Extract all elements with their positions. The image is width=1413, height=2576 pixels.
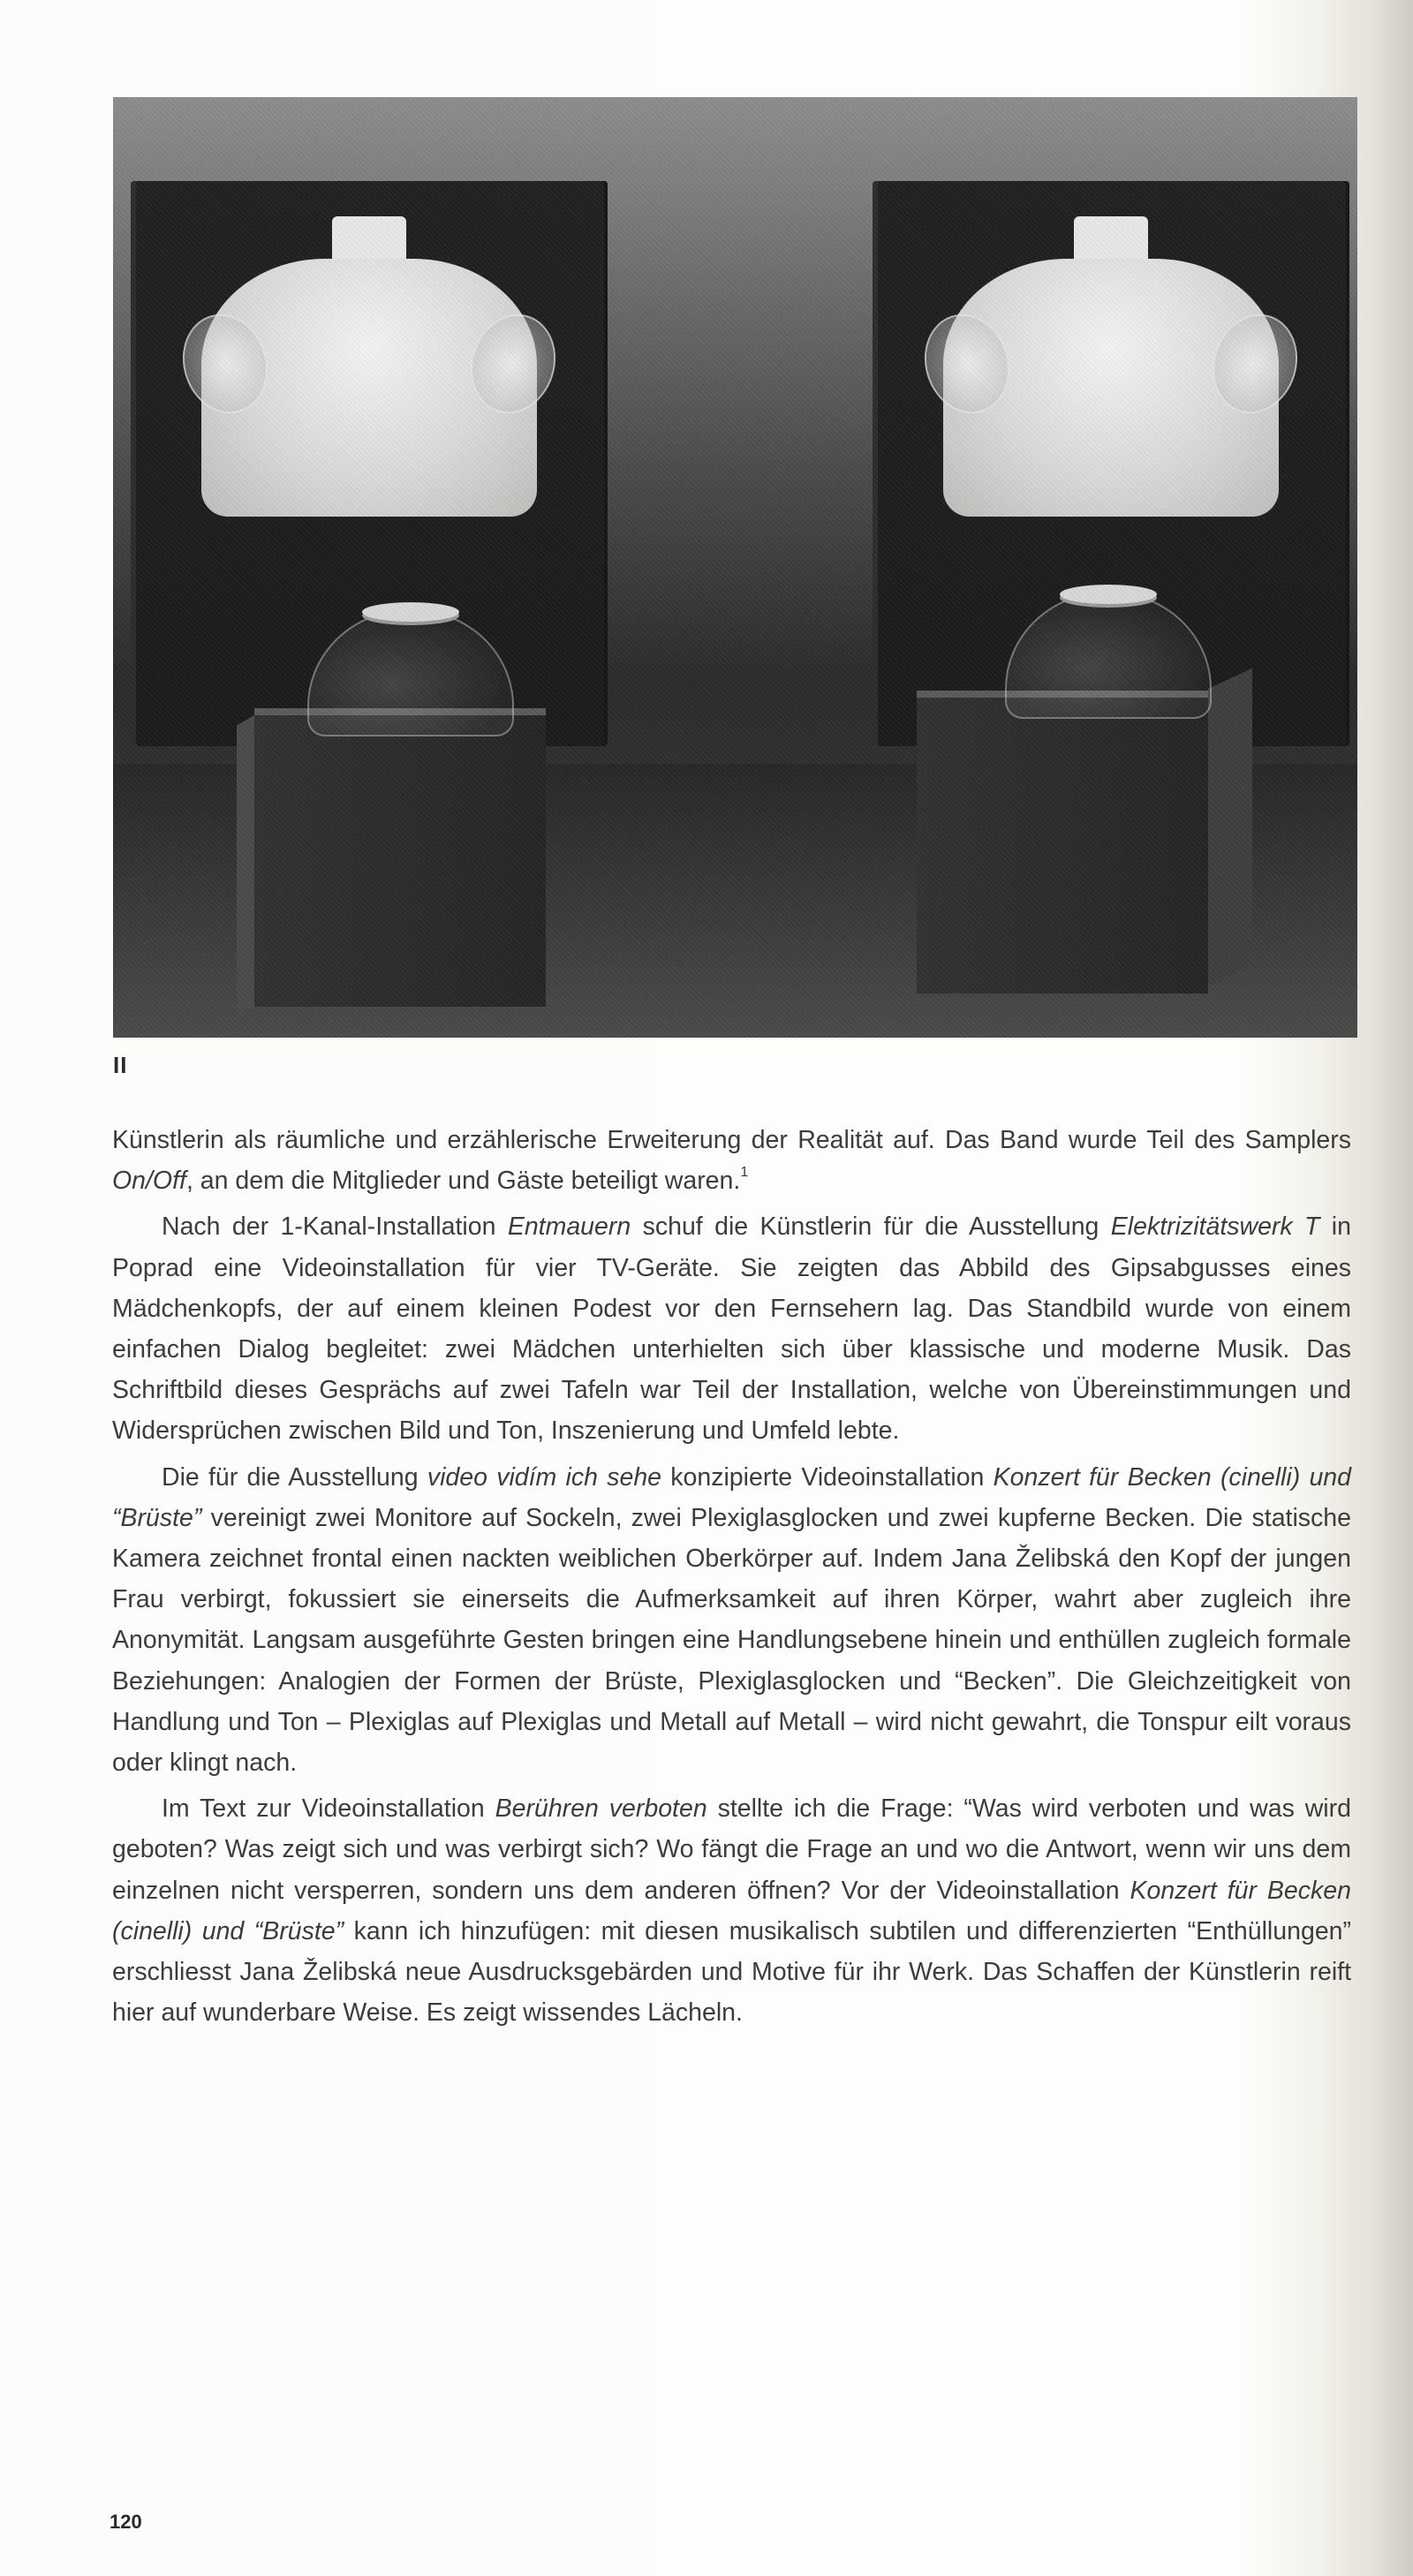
text-run: vereinigt zwei Monitore auf Sockeln, zwei Plexiglasglocken und zwei kupferne Becken. Die statische Kamera zeichnet frontal einen nackten weiblichen Oberkörper auf. Indem Jana Želibská den Kopf der jungen Frau verbirgt, fokussiert sie einerseits die Aufmerksamkeit auf ihren Körper, wahrt aber zugleich ihre Anonymität. Langsam ausgeführte Gesten bringen eine Handlungsebene hinein und enthüllen zugleich formale Beziehungen: Analogien der Formen der Brüste, Plexiglasglocken und “Becken”. Die Gleichzeitigkeit von Handlung und Ton – Plexiglas auf Plexiglas und Metall auf Metall – wird nicht gewahrt, die Tonspur eilt voraus oder klingt nach. bbox=[112, 1503, 1351, 1778]
text-run: in Poprad eine Videoinstallation für vier TV-Geräte. Sie zeigten das Abbild des Gipsabgusses eines Mädchenkopfs, der auf einem kleinen Podest vor den Fernsehern lag. Das Standbild wurde von einem einfachen Dialog begleitet: zwei Mädchen unterhielten sich über klassische und moderne Musik. Das Schriftbild dieses Gesprächs auf zwei Tafeln war Teil der Installation, welche von Übereinstimmungen und Widersprüchen zwischen Bild und Ton, Inszenierung und Umfeld lebte. bbox=[112, 1212, 1351, 1446]
pedestal-left bbox=[254, 715, 546, 1007]
installation-photo bbox=[113, 97, 1357, 1038]
body-text bbox=[112, 1120, 1351, 2033]
work-title: Berühren verboten bbox=[495, 1794, 707, 1824]
pedestal-right bbox=[917, 698, 1208, 993]
footnote-marker: 1 bbox=[740, 1165, 749, 1181]
text-run: Künstlerin als räumliche und erzählerische Erweiterung der Realität auf. Das Band wurde Teil des Samplers bbox=[112, 1126, 1351, 1154]
text-run: schuf die Künstlerin für die Ausstellung bbox=[631, 1212, 1111, 1242]
work-title: On/Off bbox=[112, 1167, 186, 1196]
torso-image-left bbox=[175, 216, 563, 517]
text-run: konzipierte Videoinstallation bbox=[661, 1462, 994, 1492]
paragraph bbox=[112, 1788, 1351, 2033]
text-run: kann ich hinzufügen: mit diesen musikalisch subtilen und differenzierten “Enthüllungen” erschliesst Jana Želibská neue Ausdrucksgebärden und Motive für ihr Werk. Das Schaffen der Künstlerin reift hier auf wunderbare Weise. Es zeigt wissendes Lächeln. bbox=[112, 1916, 1352, 2028]
work-title: Konzert für Becken (cinelli) und “Brüste” bbox=[112, 1876, 1351, 1945]
text-run: Im Text zur Videoinstallation bbox=[162, 1794, 495, 1824]
page-number: 120 bbox=[110, 2511, 142, 2533]
paragraph bbox=[112, 1120, 1351, 1201]
figure-label: II bbox=[113, 1052, 128, 1078]
paragraph bbox=[112, 1206, 1351, 1451]
torso-image-right bbox=[917, 216, 1305, 517]
text-run: Die für die Ausstellung bbox=[162, 1462, 427, 1492]
work-title: video vidím ich sehe bbox=[427, 1462, 662, 1492]
paragraph bbox=[112, 1457, 1351, 1784]
work-title: Entmauern bbox=[507, 1212, 631, 1242]
work-title: Konzert für Becken (cinelli) und “Brüste” bbox=[112, 1462, 1351, 1532]
work-title: Elektrizitätswerk T bbox=[1110, 1212, 1320, 1242]
text-run: , an dem die Mitglieder und Gäste beteiligt waren. bbox=[185, 1167, 741, 1196]
text-run: Nach der 1-Kanal-Installation bbox=[162, 1212, 508, 1242]
text-run: stellte ich die Frage: “Was wird verboten und was wird geboten? Was zeigt sich und was verbirgt sich? Wo fängt die Frage an und wo die Antwort, wenn wir uns dem einzelnen nicht versperren, sondern uns dem anderen öffnen? Vor der Videoinstallation bbox=[112, 1794, 1351, 1905]
